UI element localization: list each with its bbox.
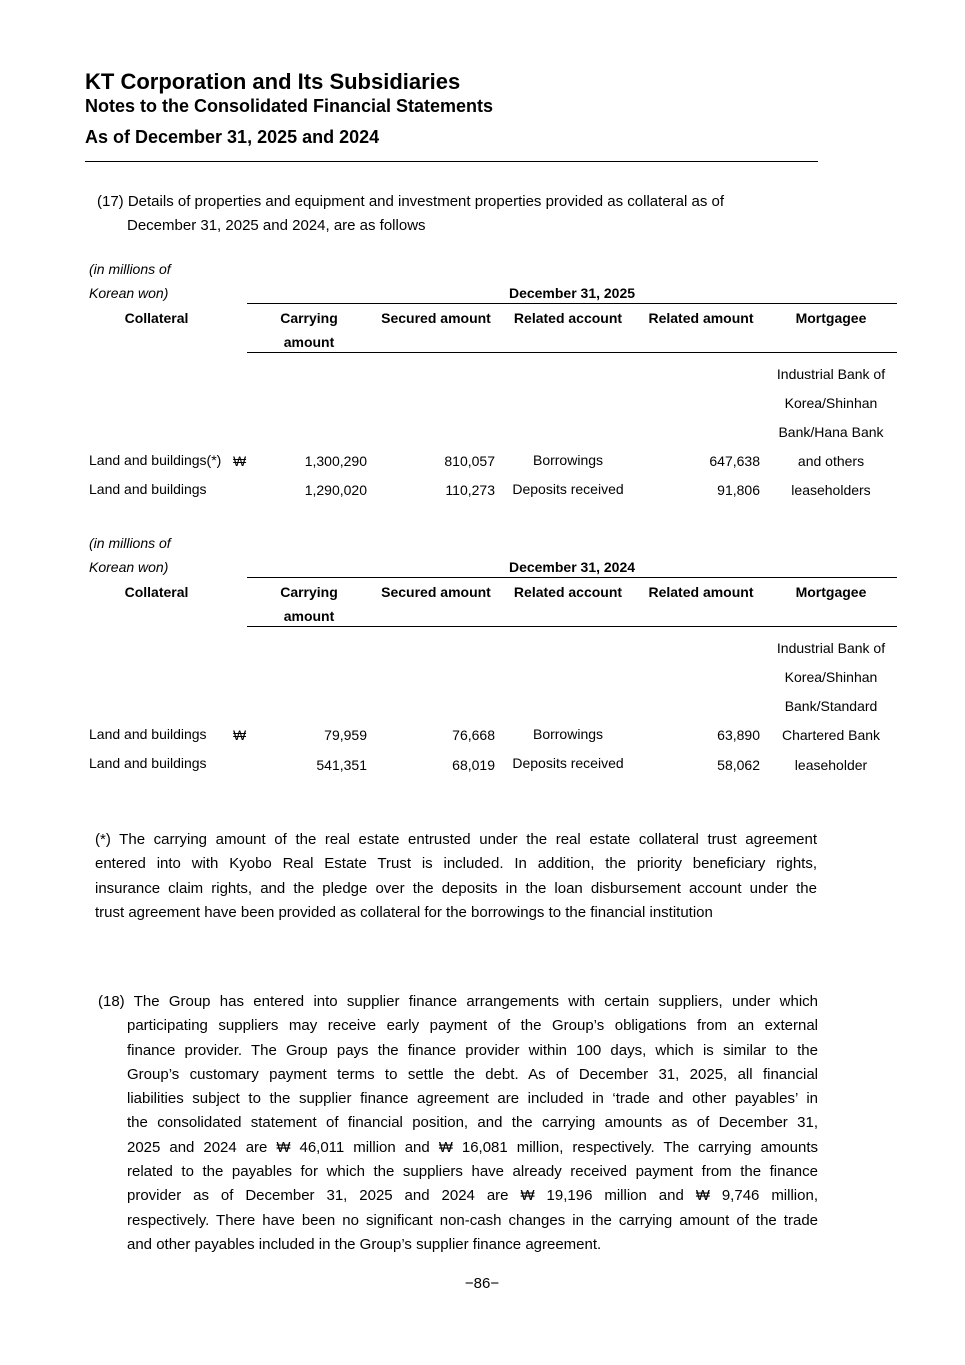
note18-line: liabilities subject to the supplier finance agreement are included in ‘trade and other payables’ in [127, 1090, 818, 1108]
related-account-cell: Borrowings [532, 452, 604, 468]
mortgagee-cell: Industrial Bank of [776, 640, 886, 656]
unit-label: Korean won) [89, 285, 169, 301]
mortgagee-cell: leaseholders [791, 482, 871, 498]
related-amount-cell: 58,062 [717, 757, 760, 773]
note18-paragraph [127, 1014, 818, 1257]
note18-line: and other payables included in the Group’s supplier finance agreement. [127, 1235, 602, 1253]
collateral-cell: Land and buildings [89, 481, 207, 497]
collateral-cell: Land and buildings(*) [89, 452, 222, 468]
collateral-cell: Land and buildings [89, 726, 207, 742]
table-period-heading: December 31, 2025 [508, 285, 636, 301]
mortgagee-cell: Chartered Bank [781, 727, 881, 743]
carrying-cell: 79,959 [324, 727, 367, 743]
related-amount-cell: 63,890 [717, 727, 760, 743]
table-rule [247, 626, 897, 627]
related-account-cell: Deposits received [512, 755, 624, 771]
column-header-related-account: Related account [513, 584, 623, 600]
note18-line: related to the payables for which the suppliers have already received payment from the finance [127, 1163, 818, 1181]
unit-label: (in millions of [89, 261, 171, 277]
mortgagee-cell: Korea/Shinhan [784, 395, 878, 411]
related-amount-cell: 647,638 [709, 453, 760, 469]
page-number: −86− [464, 1275, 500, 1292]
column-header-mortgagee: Mortgagee [795, 584, 867, 600]
mortgagee-cell: Industrial Bank of [776, 366, 886, 382]
note18-line: finance provider. The Group pays the finance provider within 100 days, which is similar to the [127, 1041, 818, 1059]
secured-cell: 68,019 [452, 757, 495, 773]
secured-cell: 810,057 [444, 453, 495, 469]
mortgagee-cell: Bank/Hana Bank [778, 424, 884, 440]
column-header-carrying: amount [283, 608, 335, 624]
column-header-related-amount: Related amount [648, 310, 754, 326]
column-header-secured: Secured amount [381, 310, 491, 326]
mortgagee-cell: leaseholder [794, 757, 868, 773]
table-rule [247, 577, 897, 578]
unit-label: (in millions of [89, 535, 171, 551]
reporting-period: As of December 31, 2025 and 2024 [85, 127, 380, 147]
table-period-heading: December 31, 2024 [508, 559, 636, 575]
related-account-cell: Borrowings [532, 726, 604, 742]
column-header-mortgagee: Mortgagee [795, 310, 867, 326]
mortgagee-cell: Bank/Standard [784, 698, 878, 714]
column-header-carrying: Carrying [280, 310, 338, 326]
column-header-carrying: Carrying [280, 584, 338, 600]
unit-label: Korean won) [89, 559, 169, 575]
secured-cell: 110,273 [445, 482, 495, 498]
footnote-line: (*) The carrying amount of the real estate entrusted under the real estate collateral trust agreement [95, 831, 817, 848]
carrying-cell: 1,290,020 [304, 482, 367, 498]
footnote-line: insurance claim rights, and the pledge over the deposits in the loan disbursement account under the [95, 879, 817, 897]
column-header-secured: Secured amount [381, 584, 491, 600]
note18-line: (18) The Group has entered into supplier finance arrangements with certain suppliers, under which [98, 993, 818, 1010]
document-subtitle: Notes to the Consolidated Financial Statements [85, 96, 494, 116]
carrying-cell: 1,300,290 [304, 453, 367, 469]
note18-line: 2025 and 2024 are ₩ 46,011 million and ₩ 16,081 million, respectively. The carrying amounts [127, 1138, 818, 1156]
note18-line: the consolidated statement of financial position, and the carrying amounts as of December 31, [127, 1114, 818, 1132]
related-account-cell: Deposits received [512, 481, 624, 497]
note18-line: provider as of December 31, 2025 and 2024 are ₩ 19,196 million and ₩ 9,746 million, [127, 1187, 818, 1205]
header-divider [85, 161, 818, 162]
company-title: KT Corporation and Its Subsidiaries [85, 69, 461, 94]
mortgagee-cell: Korea/Shinhan [784, 669, 878, 685]
column-header-collateral: Collateral [124, 584, 189, 600]
column-header-related-account: Related account [513, 310, 623, 326]
collateral-cell: Land and buildings [89, 755, 207, 771]
mortgagee-cell: and others [797, 453, 865, 469]
secured-cell: 76,668 [452, 727, 495, 743]
note18-line: Group’s customary payment terms to settle the debt. As of December 31, 2025, all financial [127, 1065, 818, 1083]
table-rule [247, 352, 897, 353]
footnote-line: trust agreement have been provided as collateral for the borrowings to the financial institution [95, 903, 713, 921]
note18-line: participating suppliers may receive early payment of the Group’s obligations from an external [127, 1017, 818, 1035]
note18-line: respectively. There have been no significant non-cash changes in the carrying amount of the trade [127, 1211, 818, 1229]
table-rule [247, 303, 897, 304]
currency-symbol: ₩ [233, 727, 247, 743]
footnote [95, 828, 817, 925]
note17-line2: December 31, 2025 and 2024, are as follows [127, 217, 426, 234]
note18-first-line [98, 990, 818, 1014]
currency-symbol: ₩ [233, 453, 247, 469]
related-amount-cell: 91,806 [717, 482, 760, 498]
note17-line1: (17) Details of properties and equipment and investment properties provided as collateral as of [97, 193, 725, 210]
carrying-cell: 541,351 [316, 757, 367, 773]
footnote-line: entered into with Kyobo Real Estate Trust is included. In addition, the priority beneficiary rights, [95, 855, 817, 873]
column-header-collateral: Collateral [124, 310, 189, 326]
column-header-carrying: amount [283, 334, 335, 350]
column-header-related-amount: Related amount [648, 584, 754, 600]
